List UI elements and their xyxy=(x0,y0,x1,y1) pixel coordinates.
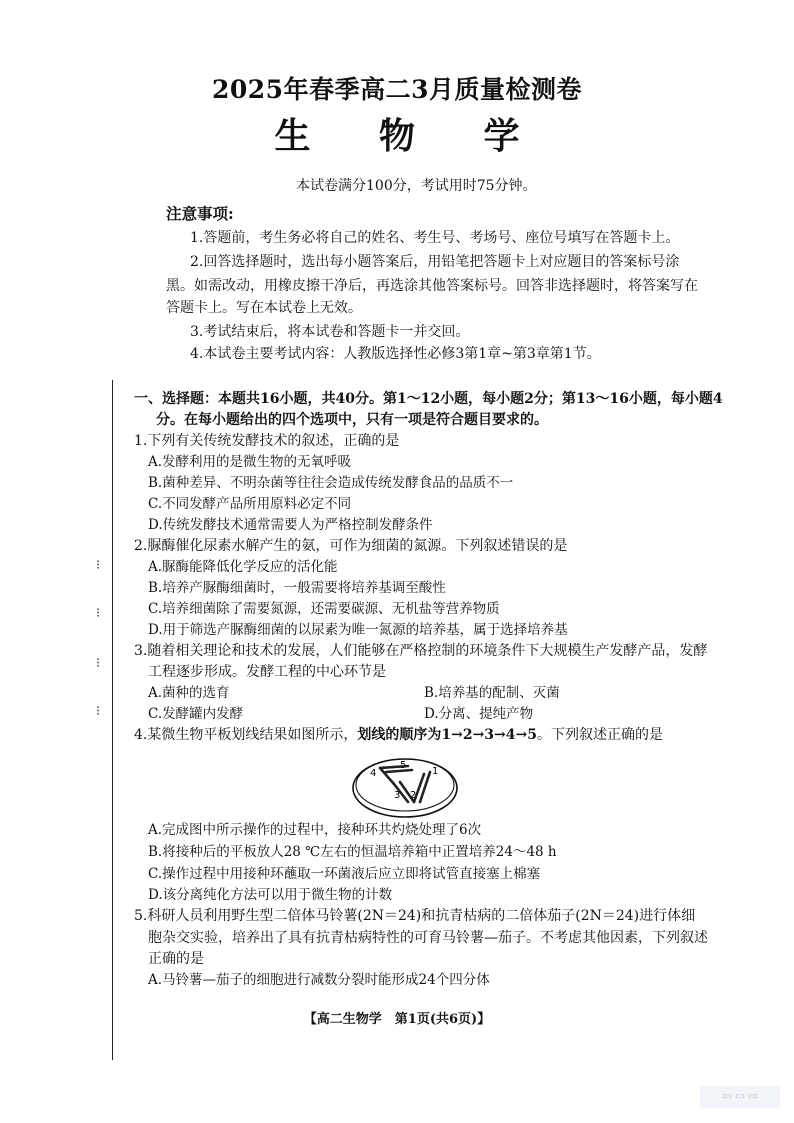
option-c: C.操作过程中用接种环蘸取一环菌液后应立即将试管直接塞上棉塞 xyxy=(148,866,541,882)
streak-5 xyxy=(386,770,412,772)
question-stem: 5.科研人员利用野生型二倍体马铃薯(2N＝24)和抗青枯病的二倍体茄子(2N＝24)进行体细 xyxy=(134,908,696,924)
question-stem-part: 4.某微生物平板划线结果如图所示， xyxy=(134,727,358,743)
option-a: A.马铃薯—茄子的细胞进行减数分裂时能形成24个四分体 xyxy=(148,972,490,988)
binding-mark: ⁝ xyxy=(96,656,101,671)
streak-label-5: 5 xyxy=(400,760,407,771)
binding-mark: ⁝ xyxy=(96,606,101,621)
option-b: B.培养产脲酶细菌时，一般需要将培养基调至酸性 xyxy=(148,580,446,596)
binding-line xyxy=(112,380,113,1060)
option-c: C.发酵罐内发酵 xyxy=(148,706,244,722)
exam-info: 本试卷满分100分，考试用时75分钟。 xyxy=(296,178,537,194)
question-stem: 3.随着相关理论和技术的发展，人们能够在严格控制的环境条件下大规模生产发酵产品，发酵 xyxy=(134,643,708,659)
option-a: A.完成图中所示操作的过程中，接种环共灼烧处理了6次 xyxy=(148,822,482,838)
petri-dish-figure xyxy=(350,752,460,820)
option-a: A.菌种的选育 xyxy=(148,685,230,701)
streak-label-4: 4 xyxy=(370,768,377,779)
question-stem: 胞杂交实验，培养出了具有抗青枯病特性的可育马铃薯—茄子。不考虑其他因素，下列叙述 xyxy=(148,930,708,946)
subject-title: 生 物 学 xyxy=(274,115,548,157)
notice-item: 4.本试卷主要考试内容：人教版选择性必修3第1章~第3章第1节。 xyxy=(190,346,601,362)
question-stem-emphasis: 划线的顺序为1→2→3→4→5 xyxy=(357,727,537,743)
question-stem: 1.下列有关传统发酵技术的叙述，正确的是 xyxy=(134,433,400,449)
option-c: C.培养细菌除了需要氮源，还需要碳源、无机盐等营养物质 xyxy=(148,601,500,617)
streak-1 xyxy=(420,772,430,802)
section-heading: 分。在每小题给出的四个选项中，只有一项是符合题目要求的。 xyxy=(156,412,548,428)
watermark-logo: ▭ ▭ ▭ xyxy=(700,1086,780,1108)
section-heading: 一、选择题：本题共16小题，共40分。第1～12小题，每小题2分；第13～16小题，每小题4 xyxy=(134,391,723,407)
notice-title: 注意事项: xyxy=(166,204,234,223)
option-c: C.不同发酵产品所用原料必定不同 xyxy=(148,496,352,512)
notice-item: 答题卡上。写在本试卷上无效。 xyxy=(166,300,362,316)
option-b: B.菌种差异、不明杂菌等往往会造成传统发酵食品的品质不一 xyxy=(148,475,514,491)
option-b: B.将接种后的平板放人28 ℃左右的恒温培养箱中正置培养24～48 h xyxy=(148,844,557,860)
option-d: D.传统发酵技术通常需要人为严格控制发酵条件 xyxy=(148,517,433,533)
option-a: A.发酵利用的是微生物的无氧呼吸 xyxy=(148,454,352,470)
option-d: D.该分离纯化方法可以用于微生物的计数 xyxy=(148,887,393,903)
notice-item: 2.回答选择题时，选出每小题答案后，用铅笔把答题卡上对应题目的答案标号涂 xyxy=(190,254,680,270)
binding-mark: ⁝ xyxy=(96,704,101,719)
notice-item: 黑。如需改动，用橡皮擦干净后，再选涂其他答案标号。回答非选择题时，将答案写在 xyxy=(166,278,698,294)
page-footer: 【高二生物学 第1页(共6页)】 xyxy=(303,1012,491,1027)
question-stem-part: 。下列叙述正确的是 xyxy=(537,727,663,743)
option-a: A.脲酶能降低化学反应的活化能 xyxy=(148,559,338,575)
exam-title: 2025年春季高二3月质量检测卷 xyxy=(212,75,582,104)
streak-label-2: 2 xyxy=(410,790,417,801)
notice-item: 1.答题前，考生务必将自己的姓名、考生号、考场号、座位号填写在答题卡上。 xyxy=(190,230,680,246)
question-stem: 正确的是 xyxy=(148,951,204,967)
streak-label-1: 1 xyxy=(432,766,439,777)
option-d: D.用于筛选产脲酶细菌的以尿素为唯一氮源的培养基，属于选择培养基 xyxy=(148,622,568,638)
option-d: D.分离、提纯产物 xyxy=(424,706,534,722)
question-stem xyxy=(134,725,663,745)
streak-label-3: 3 xyxy=(394,790,401,801)
notice-item: 3.考试结束后，将本试卷和答题卡一并交回。 xyxy=(190,324,470,340)
question-stem: 工程逐步形成。发酵工程的中心环节是 xyxy=(148,664,386,680)
option-b: B.培养基的配制、灭菌 xyxy=(424,685,560,701)
binding-mark: ⁝ xyxy=(96,558,101,573)
question-stem: 2.脲酶催化尿素水解产生的氨，可作为细菌的氮源。下列叙述错误的是 xyxy=(134,538,568,554)
